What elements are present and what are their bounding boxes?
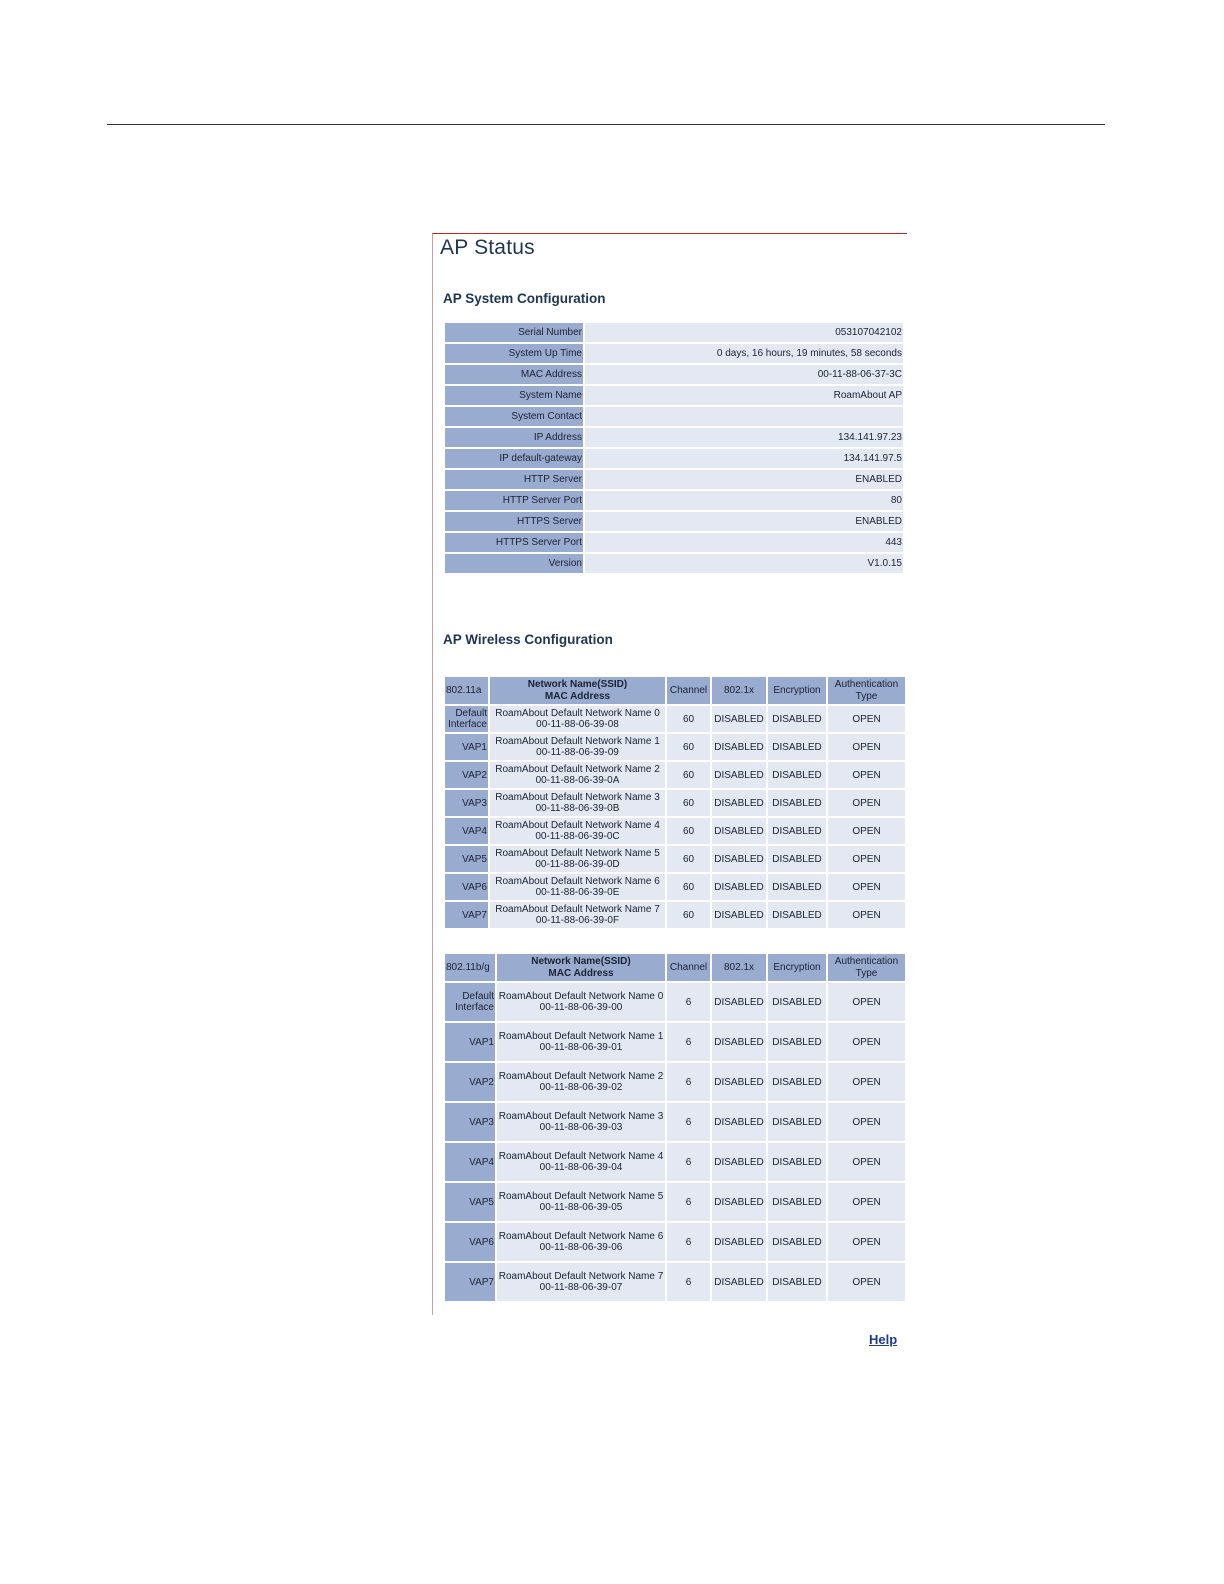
system-config-row — [445, 386, 903, 405]
wireless-row — [445, 1223, 905, 1261]
system-config-value: 0 days, 16 hours, 19 minutes, 58 seconds — [585, 344, 903, 363]
encryption-cell: DISABLED — [768, 1263, 826, 1301]
system-config-value: V1.0.15 — [585, 554, 903, 573]
channel-header: Channel — [667, 954, 710, 981]
network-cell — [490, 790, 665, 816]
auth-type-cell: OPEN — [828, 706, 905, 732]
auth-type-cell: OPEN — [828, 1183, 905, 1221]
system-config-table — [443, 321, 905, 575]
dot1x-cell: DISABLED — [712, 902, 766, 928]
network-cell — [490, 846, 665, 872]
mac-value: 00-11-88-06-39-0E — [535, 887, 620, 898]
system-config-label: HTTPS Server Port — [445, 533, 583, 552]
mac-value: 00-11-88-06-39-0B — [535, 803, 620, 814]
wireless-config-title: AP Wireless Configuration — [443, 632, 613, 647]
ssid-value: RoamAbout Default Network Name 1 — [498, 1031, 664, 1042]
ssid-value: RoamAbout Default Network Name 5 — [495, 848, 660, 859]
ssid-value: RoamAbout Default Network Name 4 — [498, 1151, 664, 1162]
band-header: 802.11b/g — [445, 954, 495, 981]
interface-cell: VAP1 — [445, 1023, 495, 1061]
encryption-cell: DISABLED — [768, 1103, 826, 1141]
wireless-table-header — [445, 954, 905, 981]
dot1x-cell: DISABLED — [712, 1263, 766, 1301]
channel-header: Channel — [667, 677, 710, 704]
mac-header-label: MAC Address — [544, 690, 611, 702]
channel-cell: 60 — [667, 706, 710, 732]
encryption-cell: DISABLED — [768, 1023, 826, 1061]
interface-cell: VAP1 — [445, 734, 488, 760]
dot1x-cell: DISABLED — [712, 734, 766, 760]
system-config-row — [445, 407, 903, 426]
wireless-row — [445, 846, 905, 872]
channel-cell: 6 — [667, 983, 710, 1021]
dot1x-cell: DISABLED — [712, 1183, 766, 1221]
auth-type-cell: OPEN — [828, 1063, 905, 1101]
mac-value: 00-11-88-06-39-0A — [535, 775, 620, 786]
system-config-row — [445, 533, 903, 552]
channel-cell: 6 — [667, 1023, 710, 1061]
interface-cell: Default Interface — [445, 706, 488, 732]
channel-cell: 6 — [667, 1063, 710, 1101]
interface-cell: VAP2 — [445, 762, 488, 788]
channel-cell: 60 — [667, 874, 710, 900]
auth-type-cell: OPEN — [828, 790, 905, 816]
wireless-row — [445, 762, 905, 788]
ssid-header-label: Network Name(SSID) — [527, 678, 628, 690]
dot1x-cell: DISABLED — [712, 1143, 766, 1181]
auth-type-cell: OPEN — [828, 846, 905, 872]
ssid-value: RoamAbout Default Network Name 2 — [498, 1071, 664, 1082]
wireless-row — [445, 902, 905, 928]
network-cell — [490, 818, 665, 844]
mac-value: 00-11-88-06-39-04 — [539, 1162, 623, 1173]
system-config-value — [585, 407, 903, 426]
auth-type-cell: OPEN — [828, 1223, 905, 1261]
system-config-value: RoamAbout AP — [585, 386, 903, 405]
interface-cell: Default Interface — [445, 983, 495, 1021]
dot1x-cell: DISABLED — [712, 1023, 766, 1061]
dot1x-cell: DISABLED — [712, 1223, 766, 1261]
interface-cell: VAP4 — [445, 818, 488, 844]
channel-cell: 60 — [667, 818, 710, 844]
dot1x-cell: DISABLED — [712, 846, 766, 872]
channel-cell: 60 — [667, 734, 710, 760]
encryption-cell: DISABLED — [768, 846, 826, 872]
ssid-value: RoamAbout Default Network Name 3 — [495, 792, 660, 803]
encryption-cell: DISABLED — [768, 762, 826, 788]
ssid-value: RoamAbout Default Network Name 6 — [495, 876, 660, 887]
system-config-label: MAC Address — [445, 365, 583, 384]
wireless-row — [445, 983, 905, 1021]
mac-value: 00-11-88-06-39-02 — [539, 1082, 623, 1093]
channel-cell: 6 — [667, 1223, 710, 1261]
auth-type-cell: OPEN — [828, 1023, 905, 1061]
encryption-cell: DISABLED — [768, 874, 826, 900]
auth-type-cell: OPEN — [828, 734, 905, 760]
system-config-row — [445, 470, 903, 489]
wireless-row — [445, 874, 905, 900]
encryption-cell: DISABLED — [768, 706, 826, 732]
wireless-row — [445, 1263, 905, 1301]
encryption-cell: DISABLED — [768, 734, 826, 760]
mac-value: 00-11-88-06-39-0F — [535, 915, 620, 926]
dot1x-cell: DISABLED — [712, 1103, 766, 1141]
system-config-row — [445, 344, 903, 363]
ssid-value: RoamAbout Default Network Name 2 — [495, 764, 660, 775]
mac-value: 00-11-88-06-39-09 — [536, 747, 619, 758]
dot1x-cell: DISABLED — [712, 762, 766, 788]
interface-cell: VAP2 — [445, 1063, 495, 1101]
band-header: 802.11a — [445, 677, 488, 704]
page-title: AP Status — [440, 236, 535, 259]
network-cell — [497, 1183, 665, 1221]
wireless-row — [445, 790, 905, 816]
system-config-value: ENABLED — [585, 512, 903, 531]
ssid-value: RoamAbout Default Network Name 6 — [498, 1231, 664, 1242]
interface-cell: VAP6 — [445, 1223, 495, 1261]
encryption-cell: DISABLED — [768, 818, 826, 844]
network-cell — [490, 706, 665, 732]
dot1x-cell: DISABLED — [712, 983, 766, 1021]
system-config-row — [445, 365, 903, 384]
mac-header-label: MAC Address — [548, 967, 614, 979]
interface-cell: VAP5 — [445, 846, 488, 872]
system-config-value: 80 — [585, 491, 903, 510]
mac-value: 00-11-88-06-39-0C — [535, 831, 620, 842]
mac-value: 00-11-88-06-39-0D — [535, 859, 620, 870]
wireless-row — [445, 1143, 905, 1181]
page-top-rule — [107, 124, 1105, 125]
system-config-row — [445, 449, 903, 468]
mac-value: 00-11-88-06-39-00 — [539, 1002, 623, 1013]
network-cell — [497, 1263, 665, 1301]
channel-cell: 60 — [667, 846, 710, 872]
network-name-header — [490, 677, 665, 704]
interface-cell: VAP3 — [445, 790, 488, 816]
dot1x-cell: DISABLED — [712, 706, 766, 732]
network-cell — [497, 1103, 665, 1141]
mac-value: 00-11-88-06-39-07 — [539, 1282, 623, 1293]
mac-value: 00-11-88-06-39-06 — [539, 1242, 623, 1253]
auth-type-cell: OPEN — [828, 902, 905, 928]
dot1x-cell: DISABLED — [712, 1063, 766, 1101]
system-config-label: System Up Time — [445, 344, 583, 363]
interface-cell: VAP6 — [445, 874, 488, 900]
network-cell — [490, 874, 665, 900]
wireless-row — [445, 818, 905, 844]
system-config-value: 00-11-88-06-37-3C — [585, 365, 903, 384]
ssid-value: RoamAbout Default Network Name 0 — [498, 991, 664, 1002]
network-cell — [497, 1023, 665, 1061]
ssid-value: RoamAbout Default Network Name 7 — [495, 904, 660, 915]
auth-type-cell: OPEN — [828, 874, 905, 900]
interface-cell: VAP4 — [445, 1143, 495, 1181]
encryption-cell: DISABLED — [768, 1183, 826, 1221]
wireless-row — [445, 734, 905, 760]
dot1x-header: 802.1x — [712, 677, 766, 704]
wireless-row — [445, 1063, 905, 1101]
network-cell — [490, 902, 665, 928]
wireless-row — [445, 1103, 905, 1141]
mac-value: 00-11-88-06-39-01 — [539, 1042, 623, 1053]
mac-value: 00-11-88-06-39-05 — [539, 1202, 623, 1213]
mac-value: 00-11-88-06-39-03 — [539, 1122, 623, 1133]
wireless-row — [445, 1183, 905, 1221]
auth-type-cell: OPEN — [828, 983, 905, 1021]
encryption-cell: DISABLED — [768, 790, 826, 816]
system-config-label: IP default-gateway — [445, 449, 583, 468]
system-config-row — [445, 323, 903, 342]
channel-cell: 60 — [667, 762, 710, 788]
interface-cell: VAP5 — [445, 1183, 495, 1221]
system-config-label: System Name — [445, 386, 583, 405]
wireless-row — [445, 706, 905, 732]
mac-value: 00-11-88-06-39-08 — [536, 719, 619, 730]
auth-type-cell: OPEN — [828, 1103, 905, 1141]
channel-cell: 6 — [667, 1103, 710, 1141]
channel-cell: 60 — [667, 790, 710, 816]
system-config-value: 443 — [585, 533, 903, 552]
system-config-row — [445, 512, 903, 531]
network-cell — [490, 734, 665, 760]
dot1x-cell: DISABLED — [712, 790, 766, 816]
dot1x-cell: DISABLED — [712, 874, 766, 900]
channel-cell: 6 — [667, 1183, 710, 1221]
help-link[interactable]: Help — [869, 1332, 898, 1347]
interface-cell: VAP3 — [445, 1103, 495, 1141]
system-config-label: HTTPS Server — [445, 512, 583, 531]
ssid-value: RoamAbout Default Network Name 0 — [495, 708, 660, 719]
ssid-value: RoamAbout Default Network Name 1 — [495, 736, 660, 747]
encryption-cell: DISABLED — [768, 983, 826, 1021]
encryption-cell: DISABLED — [768, 1223, 826, 1261]
network-cell — [497, 1143, 665, 1181]
auth-type-cell: OPEN — [828, 1143, 905, 1181]
system-config-label: System Contact — [445, 407, 583, 426]
ssid-value: RoamAbout Default Network Name 3 — [498, 1111, 664, 1122]
system-config-label: HTTP Server Port — [445, 491, 583, 510]
system-config-label: Serial Number — [445, 323, 583, 342]
auth-type-cell: OPEN — [828, 762, 905, 788]
auth-type-cell: OPEN — [828, 1263, 905, 1301]
system-config-value: 134.141.97.5 — [585, 449, 903, 468]
system-config-label: HTTP Server — [445, 470, 583, 489]
system-config-label: IP Address — [445, 428, 583, 447]
dot1x-cell: DISABLED — [712, 818, 766, 844]
system-config-value: 053107042102 — [585, 323, 903, 342]
system-config-row — [445, 491, 903, 510]
wireless-table-80211bg — [443, 952, 907, 1303]
ssid-value: RoamAbout Default Network Name 5 — [498, 1191, 664, 1202]
channel-cell: 6 — [667, 1143, 710, 1181]
wireless-row — [445, 1023, 905, 1061]
network-cell — [497, 1063, 665, 1101]
channel-cell: 6 — [667, 1263, 710, 1301]
system-config-title: AP System Configuration — [443, 291, 606, 306]
auth-type-header: Authentication Type — [828, 954, 905, 981]
network-cell — [497, 983, 665, 1021]
dot1x-header: 802.1x — [712, 954, 766, 981]
ssid-header-label: Network Name(SSID) — [531, 955, 631, 967]
ssid-value: RoamAbout Default Network Name 4 — [495, 820, 660, 831]
system-config-row — [445, 554, 903, 573]
network-cell — [490, 762, 665, 788]
encryption-cell: DISABLED — [768, 1063, 826, 1101]
auth-type-cell: OPEN — [828, 818, 905, 844]
system-config-label: Version — [445, 554, 583, 573]
encryption-cell: DISABLED — [768, 902, 826, 928]
system-config-row — [445, 428, 903, 447]
auth-type-header: Authentication Type — [828, 677, 905, 704]
interface-cell: VAP7 — [445, 1263, 495, 1301]
system-config-value: 134.141.97.23 — [585, 428, 903, 447]
encryption-header: Encryption — [768, 677, 826, 704]
interface-cell: VAP7 — [445, 902, 488, 928]
network-name-header — [497, 954, 665, 981]
network-cell — [497, 1223, 665, 1261]
encryption-header: Encryption — [768, 954, 826, 981]
channel-cell: 60 — [667, 902, 710, 928]
system-config-value: ENABLED — [585, 470, 903, 489]
ap-status-panel — [432, 233, 907, 1315]
ssid-value: RoamAbout Default Network Name 7 — [498, 1271, 664, 1282]
encryption-cell: DISABLED — [768, 1143, 826, 1181]
wireless-table-80211a — [443, 675, 907, 930]
wireless-table-header — [445, 677, 905, 704]
